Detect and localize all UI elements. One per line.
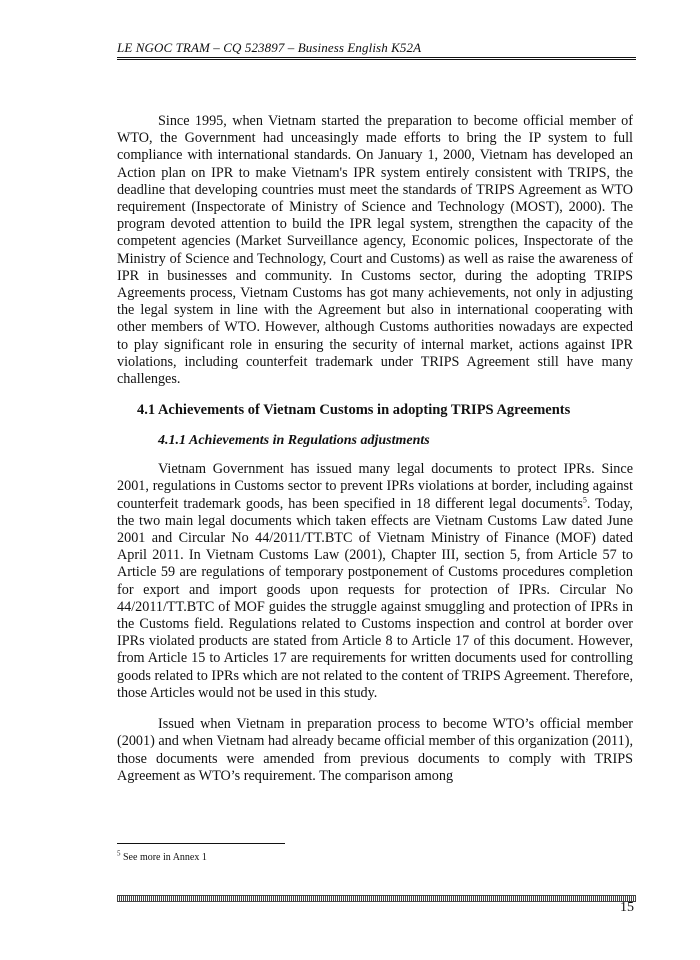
- paragraph-regulations: [117, 461, 633, 702]
- running-header: LE NGOC TRAM – CQ 523897 – Business English K52A: [117, 40, 422, 55]
- footnote: [117, 849, 207, 863]
- footer-rule: [117, 895, 636, 902]
- page-number: 15: [620, 900, 634, 915]
- footnote-text: See more in Annex 1: [120, 852, 207, 863]
- header-rule: [117, 57, 636, 60]
- paragraph-regulations-part2: . Today, the two main legal documents which taken effects are Vietnam Customs Law dated June 2001 and Circular No 44/2011/TT.BTC of Vietnam Ministry of Finance (MOF) dated April 2011. In Vietnam Customs Law (2001), Chapter III, section 5, from Article 57 to Article 59 are regulations of temporary postponement of Customs procedures completion for export and import goods upon requests for protection of IPRs. Circular No 44/2011/TT.BTC of MOF guides the struggle against smuggling and protection of IPRs in the Customs field. Regulations related to Customs inspection and control at border over IPRs violated products are stated from Article 8 to Article 17 of this document. However, from Article 15 to Articles 17 are requirements for written documents used for controlling goods related to IPRs which are not related to the content of TRIPS Agreement. Therefore, those Articles would not be used in this study.: [117, 495, 633, 701]
- paragraph-intro: Since 1995, when Vietnam started the preparation to become official member of WTO, the Government had unceasingly made efforts to bring the IP system to full compliance with international standards. On January 1, 2000, Vietnam has developed an Action plan on IPR to make Vietnam's IPR system entirely consistent with TRIPS, the deadline that developing countries must meet the standards of TRIPS Agreement as WTO requirement (Inspectorate of Ministry of Science and Technology (MOST), 2000). The program devoted attention to build the IPR legal system, strengthen the capacity of the competent agencies (Market Surveillance agency, Economic polices, Inspectorate of the Ministry of Science and Technology, Court and Customs) as well as raise the awareness of IPR in businesses and community. In Customs sector, during the adopting TRIPS Agreements process, Vietnam Customs has got many achievements, not only in adjusting the legal system in line with the Agreement but also in international cooperating with other members of WTO. However, although Customs authorities nowadays are expected to play significant role in ensuring the security of internal market, actions against IPR violations, including counterfeit trademark under TRIPS Agreement still have many challenges.: [117, 113, 633, 388]
- footnote-number: 5: [117, 849, 121, 858]
- footnote-separator: [117, 843, 285, 844]
- paragraph-regulations-part1: Vietnam Government has issued many legal documents to protect IPRs. Since 2001, regulations in Customs sector to prevent IPRs violations at border, including against counterfeit trademark goods, has been specified in 18 different legal documents: [117, 461, 633, 512]
- section-heading: 4.1 Achievements of Vietnam Customs in adopting TRIPS Agreements: [137, 402, 571, 419]
- subsection-heading: 4.1.1 Achievements in Regulations adjustments: [158, 433, 430, 449]
- page-body: [117, 113, 633, 785]
- paragraph-comparison: Issued when Vietnam in preparation process to become WTO’s official member (2001) and when Vietnam had already became official member of this organization (2011), those documents were amended from previous documents to comply with TRIPS Agreement as WTO’s requirement. The comparison among: [117, 716, 633, 784]
- footnote-reference[interactable]: 5: [582, 494, 587, 504]
